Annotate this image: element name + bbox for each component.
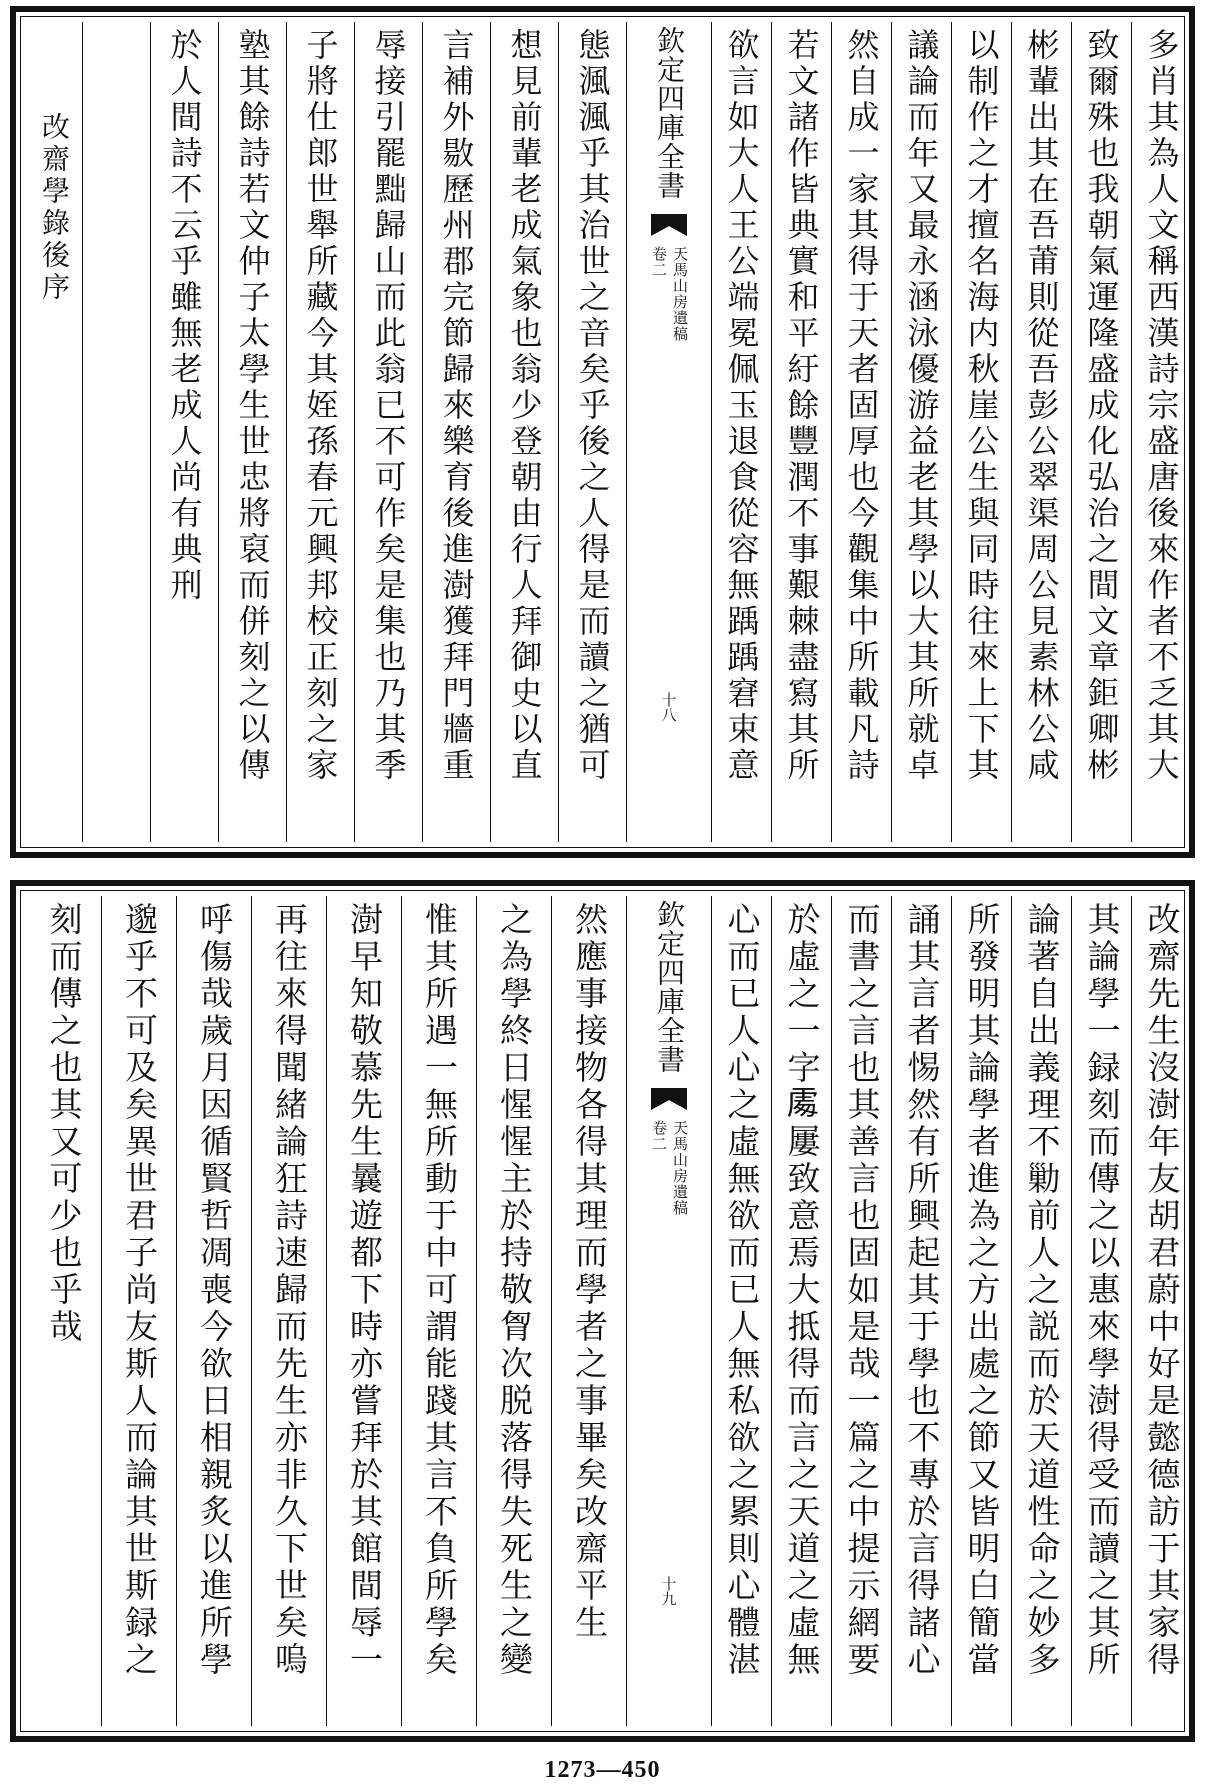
text-column: [1131, 896, 1191, 1726]
catalog-number: 1273—450: [544, 1757, 661, 1783]
text-column-content: 刻而傳之也其又可少也乎哉: [44, 902, 84, 1346]
text-column-content: 以制作之才擅名海内秋崖公生與同時往來上下其: [962, 28, 1001, 784]
text-column-content: 再往來得聞緒論狂詩速歸而先生亦非久下世矣嗚: [270, 902, 309, 1679]
text-column: [771, 22, 831, 842]
text-column: [326, 896, 401, 1726]
text-column-content: 其論學一録刻而傳之以惠來學澍得受而讀之其所: [1082, 902, 1122, 1679]
text-column: [286, 22, 354, 842]
text-column: [771, 896, 831, 1726]
text-column: [1071, 896, 1131, 1726]
book-title: 天馬山房遺稿: [671, 246, 689, 342]
page-center-band: [626, 896, 711, 1726]
text-column-content: 之為學終日惺惺主於持敬胷次脱落得失死生之變: [495, 902, 534, 1679]
text-column: [354, 22, 422, 842]
text-column: [490, 22, 558, 842]
top-page: [10, 6, 1195, 858]
text-column: [176, 896, 251, 1726]
text-column-content: 而書之言也其善言也固如是哉一篇之中提示網要: [842, 902, 882, 1679]
text-column-content: 致爾殊也我朝氣運隆盛成化弘治之間文章鉅卿彬: [1082, 28, 1121, 784]
folio-number: 十八: [659, 692, 678, 722]
text-column: [951, 22, 1011, 842]
text-column-content: 於虛之一字𠁅屢致意焉大抵得而言之天道之虛無: [782, 902, 822, 1679]
folio-number: 十九: [659, 1576, 678, 1606]
text-column-content: 若文諸作皆典實和平紆餘豐潤不事艱棘盡寫其所: [782, 28, 821, 784]
text-column-content: 然應事接物各得其理而學者之事畢矣改齋平生: [570, 902, 609, 1642]
text-column: [218, 22, 286, 842]
text-column: [711, 896, 771, 1726]
text-column-content: 然自成一家其得于天者固厚也今觀集中所載凡詩: [842, 28, 881, 784]
page-center-band: [626, 22, 711, 842]
text-column: [891, 22, 951, 842]
top-page-body: [26, 22, 1179, 842]
text-column-content: 態渢渢乎其治世之音矣乎後之人得是而讀之猶可: [573, 28, 612, 784]
fishtail-mark: [651, 214, 687, 236]
text-column-content: 論著自出義理不勦前人之説而於天道性命之妙多: [1022, 902, 1062, 1679]
text-column: [951, 896, 1011, 1726]
fishtail-mark: [651, 1088, 687, 1110]
text-column: [1011, 22, 1071, 842]
text-column-content: 澍早知敬慕先生曩遊都下時亦嘗拜於其館間辱一: [345, 902, 384, 1679]
text-column-content: 心而已人心之虛無欲而已人無私欲之累則心體湛: [722, 902, 762, 1679]
text-column: [551, 896, 626, 1726]
text-column-content: 子將仕郎世舉所藏今其姪孫春元興邦校正刻之家: [301, 28, 340, 784]
text-column: [711, 22, 771, 842]
text-column-content: 於人間詩不云乎雖無老成人尚有典刑: [165, 28, 204, 604]
text-column: [476, 896, 551, 1726]
text-column: [831, 896, 891, 1726]
text-column-content: 議論而年又最永涵泳優游益老其學以大其所就卓: [902, 28, 941, 784]
text-column-content: 多肖其為人文稱西漢詩宗盛唐後來作者不乏其大: [1142, 28, 1181, 784]
section-title-column: [26, 22, 82, 842]
text-column: [150, 22, 218, 842]
text-column: [1011, 896, 1071, 1726]
text-column-content: 言補外敭歷州郡完節歸來樂育後進澍獲拜門牆重: [437, 28, 476, 784]
text-column-content: 想見前輩老成氣象也翁少登朝由行人拜御史以直: [505, 28, 544, 784]
text-column-content: 欲言如大人王公端冕佩玉退食從容無踽踽窘束意: [722, 28, 761, 784]
text-column: [422, 22, 490, 842]
section-title: 改齋學錄後序: [38, 112, 71, 304]
library-title: 欽定四庫全書: [653, 900, 686, 1074]
text-column: [1071, 22, 1131, 842]
book-title-block: [650, 246, 688, 342]
text-column-content: 誦其言者惕然有所興起其于學也不專於言得諸心: [902, 902, 942, 1679]
text-column: [101, 896, 176, 1726]
bottom-page: [10, 880, 1195, 1742]
text-column-content: 塾其餘詩若文仲子太學生世忠將裒而併刻之以傳: [233, 28, 272, 784]
bottom-page-body: [26, 896, 1182, 1726]
text-column: [401, 896, 476, 1726]
text-column: [1131, 22, 1191, 842]
volume-label: 卷二: [650, 246, 668, 278]
text-column: [558, 22, 626, 842]
text-column-content: 彬輩出其在吾莆則從吾彭公翠渠周公見素林公咸: [1022, 28, 1061, 784]
text-column: [26, 896, 101, 1726]
text-column: [251, 896, 326, 1726]
text-column-content: 改齋先生沒澍年友胡君蔚中好是懿德訪于其家得: [1142, 902, 1182, 1679]
text-column-content: 辱接引罷黜歸山而此翁已不可作矣是集也乃其季: [369, 28, 408, 784]
volume-label: 卷二: [650, 1120, 668, 1152]
book-title-block: [650, 1120, 688, 1216]
text-column-content: 邈乎不可及矣異世君子尚友斯人而論其世斯録之: [120, 902, 159, 1679]
book-title: 天馬山房遺稿: [671, 1120, 689, 1216]
text-column: [891, 896, 951, 1726]
text-column: [831, 22, 891, 842]
text-column-content: 惟其所遇一無所動于中可謂能踐其言不負所學矣: [420, 902, 459, 1679]
library-title: 欽定四庫全書: [653, 26, 686, 200]
text-column: [82, 22, 150, 842]
text-column-content: 所發明其論學者進為之方出處之節又皆明白簡當: [962, 902, 1002, 1679]
text-column-content: 呼傷哉歲月因循賢哲凋喪今欲日相親炙以進所學: [195, 902, 234, 1679]
